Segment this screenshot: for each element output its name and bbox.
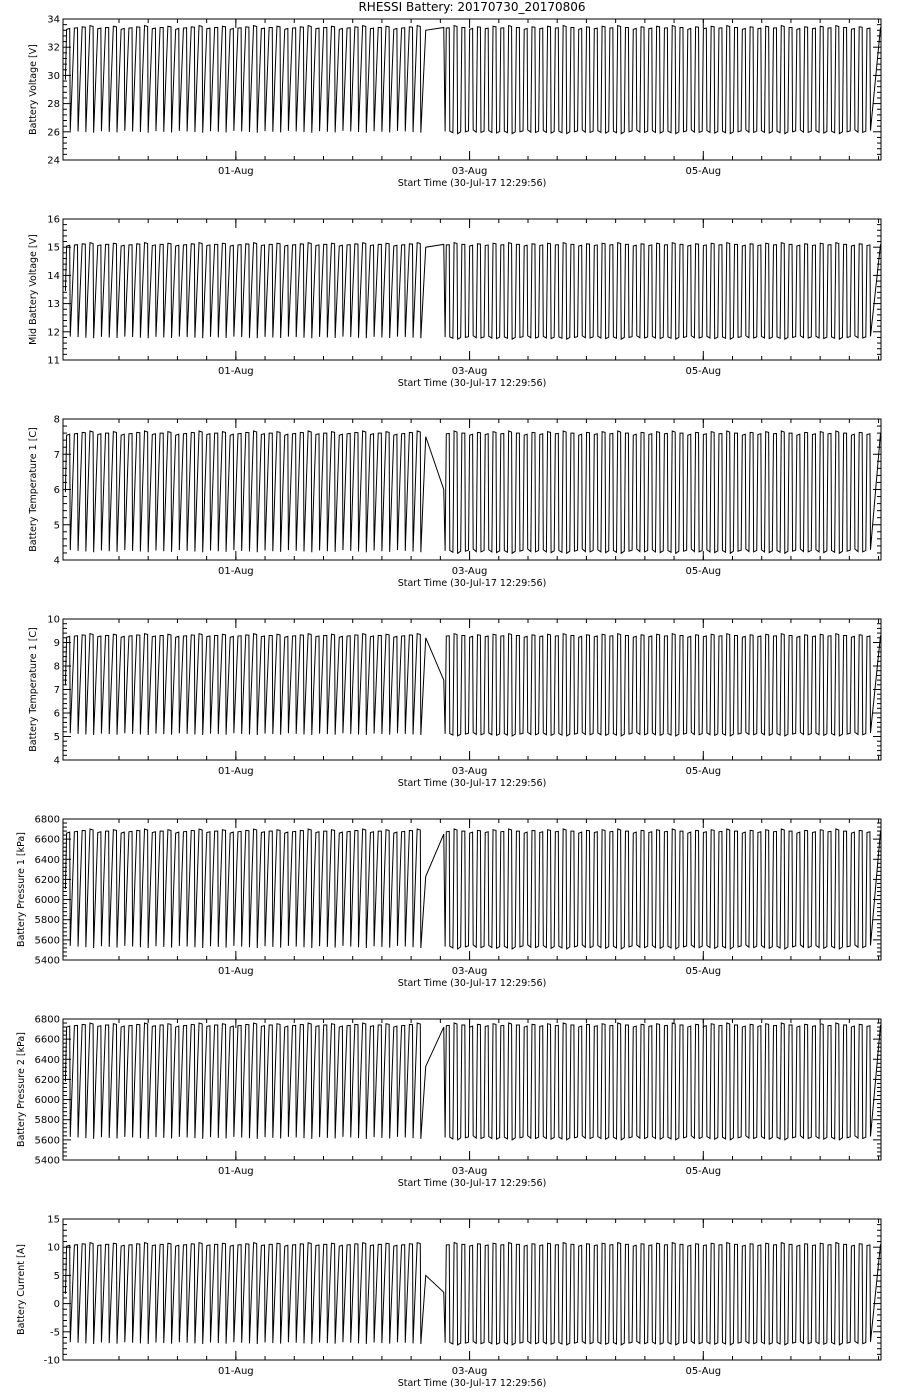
y-tick-label: 5 [53,520,60,532]
y-axis-title: Battery Voltage [V] [28,44,39,135]
x-axis-title: Start Time (30-Jul-17 12:29:56) [397,1378,547,1389]
x-axis-title: Start Time (30-Jul-17 12:29:56) [397,778,547,789]
chart-panel-2 [28,215,881,390]
figure-title: RHESSI Battery: 20170730_20170806 [358,0,586,14]
series-line-4 [65,634,880,736]
y-tick-label: 0 [53,1299,60,1311]
y-tick-label: 6 [53,708,60,720]
series-line-6 [65,1023,880,1140]
y-tick-label: 5800 [34,1115,60,1127]
x-tick-label: 05-Aug [685,366,722,377]
y-tick-label: 5 [53,732,60,743]
y-axis-title: Mid Battery Voltage [V] [28,234,39,345]
y-tick-label: 11 [47,355,60,367]
y-tick-label: 6400 [34,1054,60,1066]
y-tick-label: 12 [47,327,60,339]
x-tick-label: 05-Aug [685,766,722,777]
y-axis-title: Battery Pressure 2 [kPa] [16,1032,27,1147]
y-tick-label: 6200 [34,874,60,886]
y-tick-label: 5400 [34,1155,60,1167]
x-axis-title: Start Time (30-Jul-17 12:29:56) [397,1178,547,1189]
y-tick-label: 6000 [34,895,60,907]
y-tick-label: 6200 [34,1074,60,1086]
y-axis-title: Battery Temperature 1 [C] [28,427,39,552]
x-tick-label: 03-Aug [451,566,488,577]
x-tick-label: 03-Aug [451,166,488,177]
y-axis-title: Battery Temperature 1 [C] [28,627,39,752]
y-tick-label: 6600 [34,1034,60,1046]
y-tick-label: 8 [53,414,60,426]
y-axis-title: Battery Current [A] [16,1244,27,1335]
x-axis-title: Start Time (30-Jul-17 12:29:56) [397,378,547,389]
x-tick-label: 01-Aug [218,166,254,177]
plot-frame [63,19,881,160]
chart-panel-1 [28,15,881,190]
y-tick-label: -10 [43,1355,60,1367]
y-tick-label: 9 [53,638,60,649]
y-tick-label: 13 [47,299,60,311]
x-tick-label: 05-Aug [685,1366,722,1377]
y-tick-label: 14 [47,270,60,282]
series-line-3 [65,431,880,553]
x-tick-label: 05-Aug [685,1166,722,1177]
y-tick-label: 4 [53,755,60,767]
y-tick-label: 16 [47,214,60,226]
y-tick-label: 7 [53,449,60,461]
chart-panel-5 [16,815,881,990]
y-tick-label: 5400 [34,955,60,967]
y-tick-label: 5800 [34,915,60,927]
y-tick-label: 6400 [34,854,60,866]
x-tick-label: 03-Aug [451,366,488,377]
y-tick-label: 34 [47,14,60,26]
chart-panel-7 [16,1215,881,1390]
y-tick-label: 6800 [34,814,60,826]
x-axis-title: Start Time (30-Jul-17 12:29:56) [397,178,547,189]
x-axis-title: Start Time (30-Jul-17 12:29:56) [397,578,547,589]
series-line-7 [65,1243,880,1345]
y-tick-label: 8 [53,661,60,673]
y-tick-label: 28 [47,99,60,111]
x-tick-label: 03-Aug [451,766,488,777]
x-axis-title: Start Time (30-Jul-17 12:29:56) [397,978,547,989]
y-tick-label: 6800 [34,1014,60,1026]
x-tick-label: 01-Aug [218,766,254,777]
series-line-1 [65,26,880,134]
x-tick-label: 05-Aug [685,166,722,177]
y-tick-label: 30 [47,70,60,82]
y-tick-label: 24 [47,155,60,167]
y-tick-label: 6600 [34,834,60,846]
y-tick-label: 15 [47,1214,60,1226]
y-tick-label: 5600 [34,1135,60,1147]
y-tick-label: 6 [53,485,60,496]
y-tick-label: 32 [47,42,60,54]
x-tick-label: 05-Aug [685,966,722,977]
y-tick-label: 5 [53,1270,60,1282]
y-tick-label: 4 [53,555,60,567]
y-axis-title: Battery Pressure 1 [kPa] [16,832,27,947]
x-tick-label: 01-Aug [218,1166,254,1177]
y-tick-label: 5600 [34,935,60,947]
y-tick-label: 6000 [34,1095,60,1107]
y-tick-label: 15 [47,242,60,254]
plot-frame [63,1219,881,1360]
x-tick-label: 01-Aug [218,366,254,377]
x-tick-label: 01-Aug [218,966,254,977]
x-tick-label: 01-Aug [218,1366,254,1377]
y-tick-label: -5 [50,1327,60,1339]
plot-frame [63,219,881,360]
series-line-5 [65,829,880,949]
chart-panel-3 [28,415,881,590]
chart-panel-4 [28,615,881,790]
panels-group [16,15,881,1390]
x-tick-label: 03-Aug [451,1166,488,1177]
y-tick-label: 10 [47,614,60,626]
chart-panel-6 [16,1015,881,1190]
y-tick-label: 10 [47,1242,60,1254]
y-tick-label: 7 [53,685,60,696]
x-tick-label: 05-Aug [685,566,722,577]
x-tick-label: 03-Aug [451,966,488,977]
series-line-2 [65,243,880,339]
y-tick-label: 26 [47,127,60,139]
plot-frame [63,1019,881,1160]
x-tick-label: 01-Aug [218,566,254,577]
x-tick-label: 03-Aug [451,1366,488,1377]
